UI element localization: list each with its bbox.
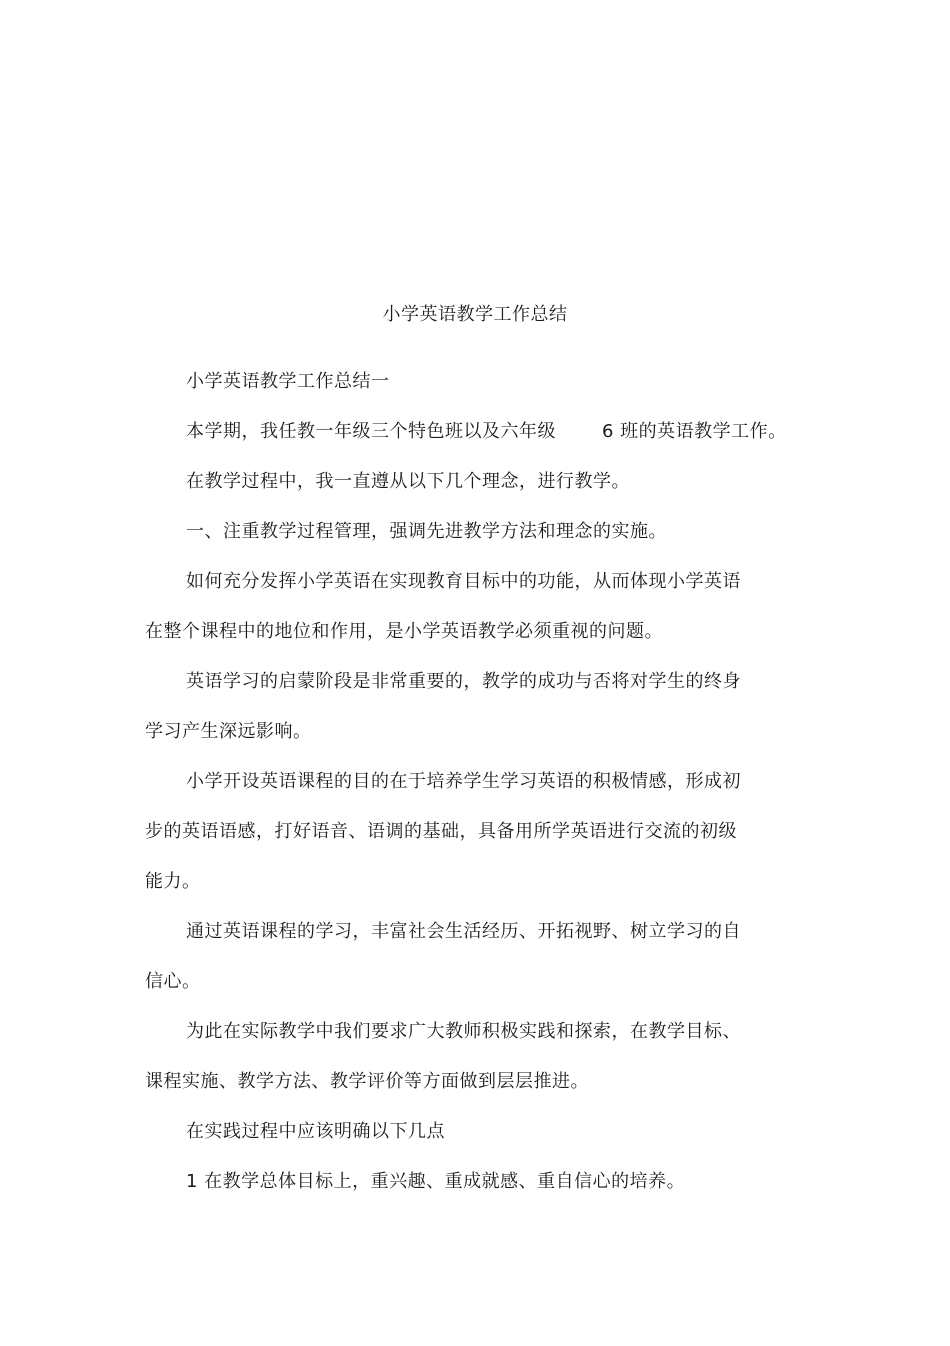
paragraph-7-line-2: 课程实施、教学方法、教学评价等方面做到层层推进。 bbox=[145, 1071, 589, 1092]
paragraph-3-line-2: 在整个课程中的地位和作用，是小学英语教学必须重视的问题。 bbox=[145, 621, 663, 642]
paragraph-7-line-1: 为此在实际教学中我们要求广大教师积极实践和探索，在教学目标、 bbox=[186, 1021, 741, 1042]
paragraph-1 bbox=[186, 420, 787, 444]
paragraph-1-part-a: 本学期，我任教一年级三个特色班以及六年级 bbox=[186, 421, 556, 442]
paragraph-4-line-1: 英语学习的启蒙阶段是非常重要的，教学的成功与否将对学生的终身 bbox=[186, 671, 741, 692]
paragraph-2: 在教学过程中，我一直遵从以下几个理念，进行教学。 bbox=[186, 471, 630, 492]
paragraph-6-line-1: 通过英语课程的学习，丰富社会生活经历、开拓视野、树立学习的自 bbox=[186, 921, 741, 942]
paragraph-5-line-1: 小学开设英语课程的目的在于培养学生学习英语的积极情感，形成初 bbox=[186, 771, 741, 792]
document-title: 小学英语教学工作总结 bbox=[382, 304, 568, 325]
section-heading: 小学英语教学工作总结一 bbox=[186, 371, 390, 392]
paragraph-8: 在实践过程中应该明确以下几点 bbox=[186, 1121, 445, 1142]
paragraph-5-line-2: 步的英语语感，打好语音、语调的基础，具备用所学英语进行交流的初级 bbox=[145, 821, 737, 842]
paragraph-1-part-b: 6 班的英语教学工作。 bbox=[602, 421, 787, 442]
paragraph-5-line-3: 能力。 bbox=[145, 871, 201, 892]
heading-1: 一、注重教学过程管理，强调先进教学方法和理念的实施。 bbox=[186, 521, 667, 542]
paragraph-4-line-2: 学习产生深远影响。 bbox=[145, 721, 312, 742]
paragraph-6-line-2: 信心。 bbox=[145, 971, 201, 992]
point-1: 1 在教学总体目标上，重兴趣、重成就感、重自信心的培养。 bbox=[186, 1171, 686, 1192]
paragraph-3-line-1: 如何充分发挥小学英语在实现教育目标中的功能，从而体现小学英语 bbox=[186, 571, 741, 592]
